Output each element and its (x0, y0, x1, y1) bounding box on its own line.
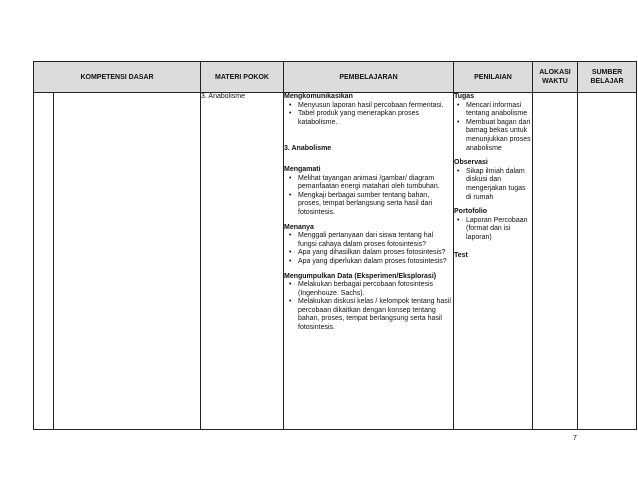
materi-cell (201, 93, 284, 430)
portofolio-list (454, 217, 532, 243)
test-title: Test (454, 251, 468, 259)
list-item: • Melihat tayangan animasi /gambar/ diagram pemanfaatan energi matahari oleh tumbuhan. (298, 175, 453, 192)
portofolio-title: Portofolio (454, 208, 488, 216)
header-penilaian: PENILAIAN (454, 62, 533, 93)
list-item: • Melakukan diskusi kelas / kelompok tentang hasil percobaan dikaitkan dengan konsep tentang bahan, proses, tempat berlangsung serta hasil fotosintesis. (298, 298, 453, 332)
mengumpulkan-data-list (284, 281, 453, 333)
list-item: • Apa yang dihasilkan dalam proses fotosintesis? (298, 249, 453, 258)
materi-anabolisme: 3. Anabolisme (201, 93, 245, 100)
blank-cell (34, 93, 54, 430)
menanya-title: Menanya (284, 223, 314, 231)
list-item: • Apa yang diperlukan dalam proses fotosintesis? (298, 258, 453, 267)
mengkomunikasikan-title: Mengkomunikasikan (284, 93, 353, 100)
mengamati-title: Mengamati (284, 165, 321, 173)
list-item: • Mencari informasi tentang anabolisme (466, 102, 532, 119)
syllabus-table (33, 61, 637, 430)
header-pembelajaran: PEMBELAJARAN (284, 62, 454, 93)
penilaian-cell (454, 93, 533, 430)
list-item: • Melakukan berbagai percobaan fotosintesis (Ingenhouze. Sachs). (298, 281, 453, 298)
list-item: • Menyusun laporan hasil percobaan fermentasi. (298, 102, 453, 111)
header-kompetensi-dasar: KOMPETENSI DASAR (34, 62, 201, 93)
list-item: • Mengkaji berbagai sumber tentang bahan, proses, tempat berlangsung serta hasil dari fotosintesis. (298, 192, 453, 218)
sumber-belajar-cell (578, 93, 637, 430)
content-row (34, 93, 637, 430)
menanya-list (284, 232, 453, 266)
list-item: • Laporan Percobaan (format dan isi laporan) (466, 217, 532, 243)
tugas-list (454, 102, 532, 154)
list-item: • Sikap ilmiah dalam diskusi dan mengerjakan tugas di rumah (466, 168, 532, 202)
page-number: 7 (573, 435, 577, 442)
observasi-title: Observasi (454, 159, 488, 167)
pembelajaran-cell (284, 93, 454, 430)
mengumpulkan-data-title: Mengumpulkan Data (Eksperimen/Eksplorasi) (284, 272, 437, 280)
list-item: • Menggali pertanyaan dari siswa tentang hal fungsi cahaya dalam proses fotosintesis? (298, 232, 453, 249)
mengamati-list (284, 175, 453, 218)
list-item: • Membuat bagan dari bamag bekas untuk menunjukkan proses anabolisme (466, 119, 532, 153)
header-row (34, 62, 637, 93)
anabolisme-heading: 3. Anabolisme (284, 145, 332, 153)
observasi-list (454, 168, 532, 202)
header-materi-pokok: MATERI POKOK (201, 62, 284, 93)
header-sumber-belajar: SUMBER BELAJAR (578, 62, 637, 93)
list-item: • Tabel produk yang menerapkan proses katabolisme. (298, 110, 453, 127)
header-alokasi-waktu: ALOKASI WAKTU (533, 62, 578, 93)
mengkomunikasikan-list (284, 102, 453, 128)
alokasi-waktu-cell (533, 93, 578, 430)
kompetensi-cell (54, 93, 201, 430)
tugas-title: Tugas (454, 93, 475, 100)
